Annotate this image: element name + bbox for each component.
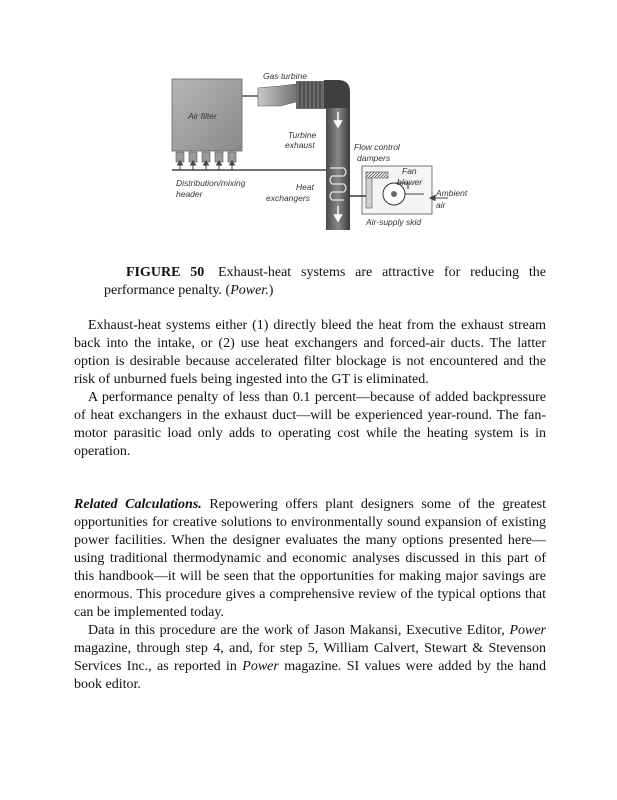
figure-caption xyxy=(104,264,546,300)
distribution-label-1: Distribution/mixing xyxy=(176,178,246,188)
data-sources-text-c: magazine. SI values were added by the hand book editor. xyxy=(74,659,547,692)
ambient-air-label-2: air xyxy=(436,200,446,210)
exhaust-elbow xyxy=(324,80,350,110)
caption-text: Exhaust-heat systems are attractive for reducing the performance penalty. ( xyxy=(104,265,547,298)
paragraph-exhaust-heat-systems: Exhaust-heat systems either (1) directly bleed the heat from the exhaust stream back into the intake, or (2) use heat exchangers and forced-air ducts. The latter option is desirable because accelerated filter blockage is not encountered and the risk of unburned fuels being ingested into the GT is eliminated. xyxy=(74,318,546,387)
figure-number: FIGURE 50 xyxy=(126,265,205,280)
fan-hub xyxy=(391,191,397,197)
caption-source: Power. xyxy=(230,283,269,298)
paragraph-related-calculations xyxy=(74,496,546,622)
skid-inlet-duct xyxy=(366,178,372,208)
ambient-air-label-1: Ambient xyxy=(436,188,468,198)
body-text-top xyxy=(74,317,546,461)
heat-exchangers-label-1: Heat xyxy=(296,182,314,192)
distribution-label-2: header xyxy=(176,189,203,199)
turbine-exhaust-label-2: exhaust xyxy=(285,140,315,150)
gas-turbine-label: Gas turbine xyxy=(263,71,307,81)
related-calculations-heading: Related Calculations. xyxy=(74,497,202,512)
paragraph-performance-penalty: A performance penalty of less than 0.1 percent—because of added backpressure of heat exchangers in the exhaust duct—will be experienced year-round. The fan-motor parasitic load only adds to operating cost while the heating system is in operation. xyxy=(74,390,546,459)
air-filter-label: Air filter xyxy=(188,111,217,121)
power-magazine-ref-1: Power xyxy=(509,623,546,638)
exhaust-heat-system-figure xyxy=(168,66,478,238)
paragraph-data-sources xyxy=(74,622,546,694)
related-calculations-text: Repowering offers plant designers some of the greatest opportunities for creative solutions to environmentally sound expansion of existing power facilities. When the designer evaluates the many options presented here—using traditional thermodynamic and economic analyses discussed in this part of this handbook—it will be seen that the opportunities for making major savings are enormous. This procedure gives a comprehensive review of the typical options that can be implemented today. xyxy=(74,497,546,620)
flow-control-label-2: dampers xyxy=(357,153,391,163)
flow-control-damper xyxy=(366,172,388,178)
data-sources-text-a: Data in this procedure are the work of Jason Makansi, Executive Editor, xyxy=(88,623,505,638)
caption-close: ) xyxy=(268,283,274,298)
distribution-arrows xyxy=(178,161,235,170)
flow-control-label-1: Flow control xyxy=(354,142,400,152)
figure-diagram xyxy=(168,66,478,238)
fan-blower-label-1: Fan xyxy=(402,166,417,176)
heat-exchangers-label-2: exchangers xyxy=(266,193,310,203)
air-supply-skid-label: Air-supply skid xyxy=(366,217,422,227)
power-magazine-ref-2: Power xyxy=(242,659,279,674)
fan-blower-label-2: blower xyxy=(397,177,423,187)
turbine-exhaust-label-1: Turbine xyxy=(288,130,317,140)
data-sources-text-b: magazine, through step 4, and, for step 5, William Calvert, Stewart & Stevenson Services Inc., as reported in xyxy=(74,641,546,674)
body-text-bottom xyxy=(74,496,546,694)
turbine-casing xyxy=(296,81,326,109)
